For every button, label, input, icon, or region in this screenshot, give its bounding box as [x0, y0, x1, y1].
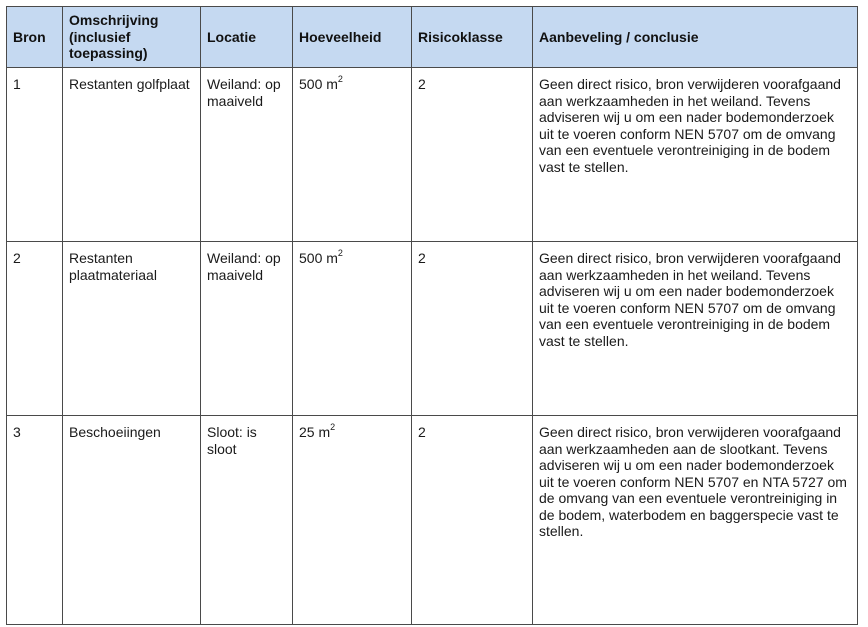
quantity-exponent: 2	[330, 422, 336, 433]
header-hoeveelheid: Hoeveelheid	[293, 7, 412, 68]
inventory-table	[6, 6, 858, 625]
table-row	[7, 242, 858, 416]
header-omschrijving: Omschrijving (inclusief toepassing)	[63, 7, 201, 68]
header-locatie: Locatie	[201, 7, 293, 68]
table-header	[7, 7, 858, 68]
quantity-exponent: 2	[337, 248, 343, 259]
cell-hoeveelheid	[293, 68, 412, 242]
cell-risicoklasse: 2	[412, 242, 533, 416]
cell-risicoklasse: 2	[412, 416, 533, 625]
quantity-value: 25 m	[299, 424, 331, 440]
table-row	[7, 416, 858, 625]
table-body	[7, 68, 858, 625]
cell-omschrijving: Restanten golfplaat	[63, 68, 201, 242]
cell-bron: 2	[7, 242, 63, 416]
cell-aanbeveling: Geen direct risico, bron verwijderen voorafgaand aan werkzaamheden aan de slootkant. Tevens adviseren wij u om een nader bodemonderzoek uit te voeren conform NEN 5707 en NTA 5727 om de omvang van een eventuele verontreiniging in de bodem, waterbodem en baggerspecie vast te stellen.	[533, 416, 858, 625]
header-bron: Bron	[7, 7, 63, 68]
quantity-exponent: 2	[337, 74, 343, 85]
cell-risicoklasse: 2	[412, 68, 533, 242]
header-row	[7, 7, 858, 68]
header-risicoklasse: Risicoklasse	[412, 7, 533, 68]
cell-aanbeveling: Geen direct risico, bron verwijderen voorafgaand aan werkzaamheden in het weiland. Tevens adviseren wij u om een nader bodemonderzoek uit te voeren conform NEN 5707 om de omvang van een eventuele verontreiniging in de bodem vast te stellen.	[533, 68, 858, 242]
table-row	[7, 68, 858, 242]
cell-omschrijving: Beschoeiingen	[63, 416, 201, 625]
cell-bron: 3	[7, 416, 63, 625]
cell-locatie: Sloot: is sloot	[201, 416, 293, 625]
cell-omschrijving: Restanten plaatmateriaal	[63, 242, 201, 416]
quantity-value: 500 m	[299, 76, 338, 92]
header-aanbeveling: Aanbeveling / conclusie	[533, 7, 858, 68]
cell-hoeveelheid	[293, 416, 412, 625]
cell-aanbeveling: Geen direct risico, bron verwijderen voorafgaand aan werkzaamheden in het weiland. Tevens adviseren wij u om een nader bodemonderzoek uit te voeren conform NEN 5707 om de omvang van een eventuele verontreiniging in de bodem vast te stellen.	[533, 242, 858, 416]
cell-hoeveelheid	[293, 242, 412, 416]
cell-bron: 1	[7, 68, 63, 242]
cell-locatie: Weiland: op maaiveld	[201, 242, 293, 416]
cell-locatie: Weiland: op maaiveld	[201, 68, 293, 242]
clipped-text-below	[0, 622, 868, 627]
quantity-value: 500 m	[299, 250, 338, 266]
